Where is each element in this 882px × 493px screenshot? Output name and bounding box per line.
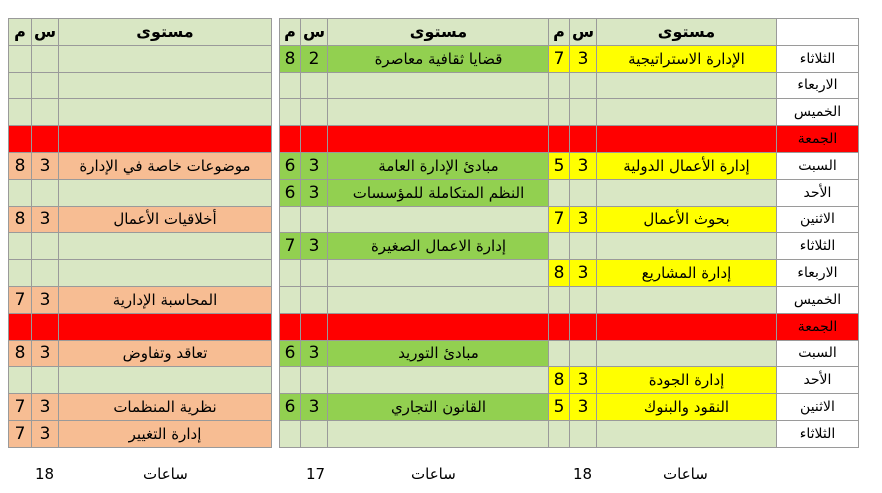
level-number-cell: 8 xyxy=(549,367,570,394)
schedule-row xyxy=(549,286,859,313)
course-name-cell xyxy=(59,260,272,287)
level-number-cell xyxy=(549,72,570,99)
schedule-row xyxy=(9,179,272,206)
credit-hours-cell: 3 xyxy=(32,152,59,179)
schedule-row xyxy=(9,152,272,179)
day-name-cell: الاثنين xyxy=(777,206,859,233)
credit-hours-cell: 2 xyxy=(301,45,328,72)
total-hours-2: 17 xyxy=(306,465,326,483)
level-number-cell: 7 xyxy=(9,394,32,421)
level-number-cell: 8 xyxy=(549,260,570,287)
schedule-row xyxy=(549,206,859,233)
level-number-cell: 6 xyxy=(280,152,301,179)
hours-label-1: ساعات xyxy=(143,465,188,483)
schedule-row xyxy=(9,367,272,394)
course-name-cell xyxy=(597,72,777,99)
schedule-row xyxy=(9,99,272,126)
schedule-row xyxy=(280,394,550,421)
level-number-cell xyxy=(280,260,301,287)
schedule-row xyxy=(9,45,272,72)
level-number-cell: 7 xyxy=(9,286,32,313)
level-number-cell: 7 xyxy=(549,45,570,72)
course-name-cell xyxy=(328,313,550,340)
credit-hours-cell xyxy=(32,233,59,260)
course-name-cell xyxy=(328,99,550,126)
course-name-cell: قضايا ثقافية معاصرة xyxy=(328,45,550,72)
level-number-cell xyxy=(280,367,301,394)
course-name-cell xyxy=(597,126,777,153)
schedule-row xyxy=(9,286,272,313)
course-name-cell: إدارة الجودة xyxy=(597,367,777,394)
day-name-cell: الاربعاء xyxy=(777,260,859,287)
schedule-row xyxy=(549,367,859,394)
schedule-table-1 xyxy=(8,18,272,448)
course-name-cell xyxy=(59,179,272,206)
course-name-cell xyxy=(328,126,550,153)
course-name-cell xyxy=(597,179,777,206)
credit-hours-cell xyxy=(570,179,597,206)
course-name-cell xyxy=(597,420,777,447)
header-row xyxy=(549,19,859,46)
schedule-row xyxy=(280,126,550,153)
course-name-cell: موضوعات خاصة في الإدارة xyxy=(59,152,272,179)
course-name-cell: إدارة الاعمال الصغيرة xyxy=(328,233,550,260)
course-name-cell: النظم المتكاملة للمؤسسات xyxy=(328,179,550,206)
schedule-row xyxy=(549,179,859,206)
level-number-cell xyxy=(280,286,301,313)
day-name-cell: الثلاثاء xyxy=(777,233,859,260)
course-name-cell xyxy=(59,72,272,99)
header-s: س xyxy=(570,19,597,46)
credit-hours-cell: 3 xyxy=(32,394,59,421)
credit-hours-cell xyxy=(570,420,597,447)
level-number-cell: 6 xyxy=(280,340,301,367)
day-name-cell: الثلاثاء xyxy=(777,45,859,72)
schedule-row xyxy=(280,420,550,447)
course-name-cell xyxy=(328,260,550,287)
schedule-table-2 xyxy=(279,18,550,448)
level-number-cell xyxy=(9,72,32,99)
course-name-cell: القانون التجاري xyxy=(328,394,550,421)
course-name-cell: أخلاقيات الأعمال xyxy=(59,206,272,233)
schedule-row xyxy=(549,233,859,260)
course-name-cell: مبادئ الإدارة العامة xyxy=(328,152,550,179)
schedule-row xyxy=(9,313,272,340)
level-number-cell: 8 xyxy=(9,152,32,179)
credit-hours-cell xyxy=(301,72,328,99)
day-name-cell: الأحد xyxy=(777,367,859,394)
course-name-cell: المحاسبة الإدارية xyxy=(59,286,272,313)
course-name-cell xyxy=(328,72,550,99)
course-name-cell xyxy=(59,313,272,340)
schedule-row xyxy=(549,313,859,340)
schedule-row xyxy=(9,260,272,287)
course-name-cell xyxy=(597,340,777,367)
credit-hours-cell: 3 xyxy=(570,45,597,72)
level-number-cell: 8 xyxy=(9,206,32,233)
schedule-panel-2 xyxy=(279,18,550,448)
course-name-cell: إدارة المشاريع xyxy=(597,260,777,287)
level-number-cell xyxy=(9,99,32,126)
schedule-row xyxy=(280,206,550,233)
credit-hours-cell: 3 xyxy=(301,340,328,367)
course-name-cell: بحوث الأعمال xyxy=(597,206,777,233)
schedule-panel-3 xyxy=(548,18,859,448)
level-number-cell xyxy=(9,45,32,72)
level-number-cell xyxy=(9,179,32,206)
day-name-cell: الاربعاء xyxy=(777,72,859,99)
credit-hours-cell: 3 xyxy=(570,367,597,394)
credit-hours-cell: 3 xyxy=(301,394,328,421)
header-m: م xyxy=(280,19,301,46)
credit-hours-cell xyxy=(32,260,59,287)
course-name-cell xyxy=(328,367,550,394)
level-number-cell xyxy=(280,420,301,447)
level-number-cell: 8 xyxy=(9,340,32,367)
credit-hours-cell: 3 xyxy=(301,233,328,260)
course-name-cell xyxy=(59,367,272,394)
level-number-cell xyxy=(280,206,301,233)
course-name-cell: نظرية المنظمات xyxy=(59,394,272,421)
day-name-cell: السبت xyxy=(777,340,859,367)
level-number-cell xyxy=(9,233,32,260)
schedule-row xyxy=(9,206,272,233)
schedule-row xyxy=(280,72,550,99)
course-name-cell xyxy=(597,99,777,126)
header-level: مستوى xyxy=(59,19,272,46)
schedule-row xyxy=(549,260,859,287)
schedule-row xyxy=(280,367,550,394)
credit-hours-cell: 3 xyxy=(570,260,597,287)
level-number-cell xyxy=(549,179,570,206)
level-number-cell: 6 xyxy=(280,179,301,206)
schedule-row xyxy=(9,233,272,260)
level-number-cell: 5 xyxy=(549,152,570,179)
level-number-cell xyxy=(9,260,32,287)
schedule-row xyxy=(9,394,272,421)
hours-label-3: ساعات xyxy=(663,465,708,483)
level-number-cell xyxy=(549,99,570,126)
schedule-row xyxy=(549,152,859,179)
course-name-cell xyxy=(59,126,272,153)
credit-hours-cell xyxy=(32,45,59,72)
level-number-cell: 6 xyxy=(280,394,301,421)
schedule-row xyxy=(280,233,550,260)
credit-hours-cell: 3 xyxy=(301,179,328,206)
day-name-cell: الجمعة xyxy=(777,313,859,340)
credit-hours-cell xyxy=(32,72,59,99)
credit-hours-cell xyxy=(570,340,597,367)
header-m: م xyxy=(549,19,570,46)
course-name-cell xyxy=(597,313,777,340)
total-hours-1: 18 xyxy=(35,465,55,483)
credit-hours-cell xyxy=(301,313,328,340)
schedule-row xyxy=(549,99,859,126)
level-number-cell xyxy=(280,126,301,153)
level-number-cell: 7 xyxy=(549,206,570,233)
course-name-cell xyxy=(328,286,550,313)
schedule-row xyxy=(549,72,859,99)
level-number-cell xyxy=(549,126,570,153)
schedule-row xyxy=(9,72,272,99)
credit-hours-cell xyxy=(301,260,328,287)
credit-hours-cell: 3 xyxy=(570,206,597,233)
header-day-blank xyxy=(777,19,859,46)
credit-hours-cell xyxy=(570,233,597,260)
day-name-cell: الاثنين xyxy=(777,394,859,421)
header-m: م xyxy=(9,19,32,46)
credit-hours-cell xyxy=(301,99,328,126)
level-number-cell xyxy=(9,126,32,153)
hours-label-2: ساعات xyxy=(411,465,456,483)
credit-hours-cell: 3 xyxy=(32,286,59,313)
course-name-cell: تعاقد وتفاوض xyxy=(59,340,272,367)
course-name-cell xyxy=(597,286,777,313)
schedule-row xyxy=(280,99,550,126)
schedule-row xyxy=(280,152,550,179)
schedule-row xyxy=(549,126,859,153)
level-number-cell xyxy=(549,340,570,367)
credit-hours-cell xyxy=(570,99,597,126)
course-name-cell xyxy=(328,206,550,233)
credit-hours-cell: 3 xyxy=(570,394,597,421)
schedule-row xyxy=(280,313,550,340)
level-number-cell: 7 xyxy=(9,420,32,447)
course-name-cell xyxy=(59,233,272,260)
level-number-cell: 5 xyxy=(549,394,570,421)
day-name-cell: الجمعة xyxy=(777,126,859,153)
course-name-cell: الإدارة الاستراتيجية xyxy=(597,45,777,72)
credit-hours-cell xyxy=(301,420,328,447)
credit-hours-cell xyxy=(32,179,59,206)
credit-hours-cell: 3 xyxy=(32,420,59,447)
total-hours-3: 18 xyxy=(573,465,593,483)
course-name-cell: مبادئ التوريد xyxy=(328,340,550,367)
level-number-cell: 7 xyxy=(280,233,301,260)
course-name-cell: إدارة التغيير xyxy=(59,420,272,447)
schedule-row xyxy=(549,340,859,367)
schedule-row xyxy=(9,340,272,367)
course-name-cell xyxy=(597,233,777,260)
schedule-row xyxy=(549,45,859,72)
course-name-cell xyxy=(328,420,550,447)
credit-hours-cell xyxy=(301,367,328,394)
credit-hours-cell xyxy=(32,126,59,153)
day-name-cell: السبت xyxy=(777,152,859,179)
schedule-row xyxy=(9,126,272,153)
credit-hours-cell xyxy=(32,99,59,126)
course-name-cell xyxy=(59,45,272,72)
level-number-cell: 8 xyxy=(280,45,301,72)
schedule-row xyxy=(280,286,550,313)
credit-hours-cell xyxy=(32,367,59,394)
credit-hours-cell: 3 xyxy=(32,340,59,367)
level-number-cell xyxy=(549,313,570,340)
credit-hours-cell xyxy=(570,72,597,99)
level-number-cell xyxy=(549,286,570,313)
schedule-row xyxy=(280,260,550,287)
level-number-cell xyxy=(9,367,32,394)
credit-hours-cell: 3 xyxy=(32,206,59,233)
credit-hours-cell xyxy=(32,313,59,340)
schedule-row xyxy=(9,420,272,447)
day-name-cell: الثلاثاء xyxy=(777,420,859,447)
day-name-cell: الخميس xyxy=(777,99,859,126)
header-row xyxy=(280,19,550,46)
schedule-row xyxy=(280,179,550,206)
credit-hours-cell xyxy=(570,313,597,340)
header-s: س xyxy=(301,19,328,46)
schedule-row xyxy=(280,340,550,367)
credit-hours-cell: 3 xyxy=(570,152,597,179)
level-number-cell xyxy=(549,420,570,447)
level-number-cell xyxy=(280,72,301,99)
credit-hours-cell xyxy=(570,126,597,153)
credit-hours-cell xyxy=(570,286,597,313)
schedule-row xyxy=(549,394,859,421)
day-name-cell: الأحد xyxy=(777,179,859,206)
credit-hours-cell xyxy=(301,286,328,313)
credit-hours-cell: 3 xyxy=(301,152,328,179)
level-number-cell xyxy=(280,313,301,340)
day-name-cell: الخميس xyxy=(777,286,859,313)
schedule-row xyxy=(549,420,859,447)
credit-hours-cell xyxy=(301,126,328,153)
course-name-cell: النقود والبنوك xyxy=(597,394,777,421)
header-s: س xyxy=(32,19,59,46)
course-name-cell xyxy=(59,99,272,126)
header-level: مستوى xyxy=(597,19,777,46)
credit-hours-cell xyxy=(301,206,328,233)
schedule-row xyxy=(280,45,550,72)
schedule-table-3 xyxy=(548,18,859,448)
header-row xyxy=(9,19,272,46)
level-number-cell xyxy=(549,233,570,260)
level-number-cell xyxy=(9,313,32,340)
schedule-panel-1 xyxy=(8,18,272,448)
course-name-cell: إدارة الأعمال الدولية xyxy=(597,152,777,179)
header-level: مستوى xyxy=(328,19,550,46)
level-number-cell xyxy=(280,99,301,126)
